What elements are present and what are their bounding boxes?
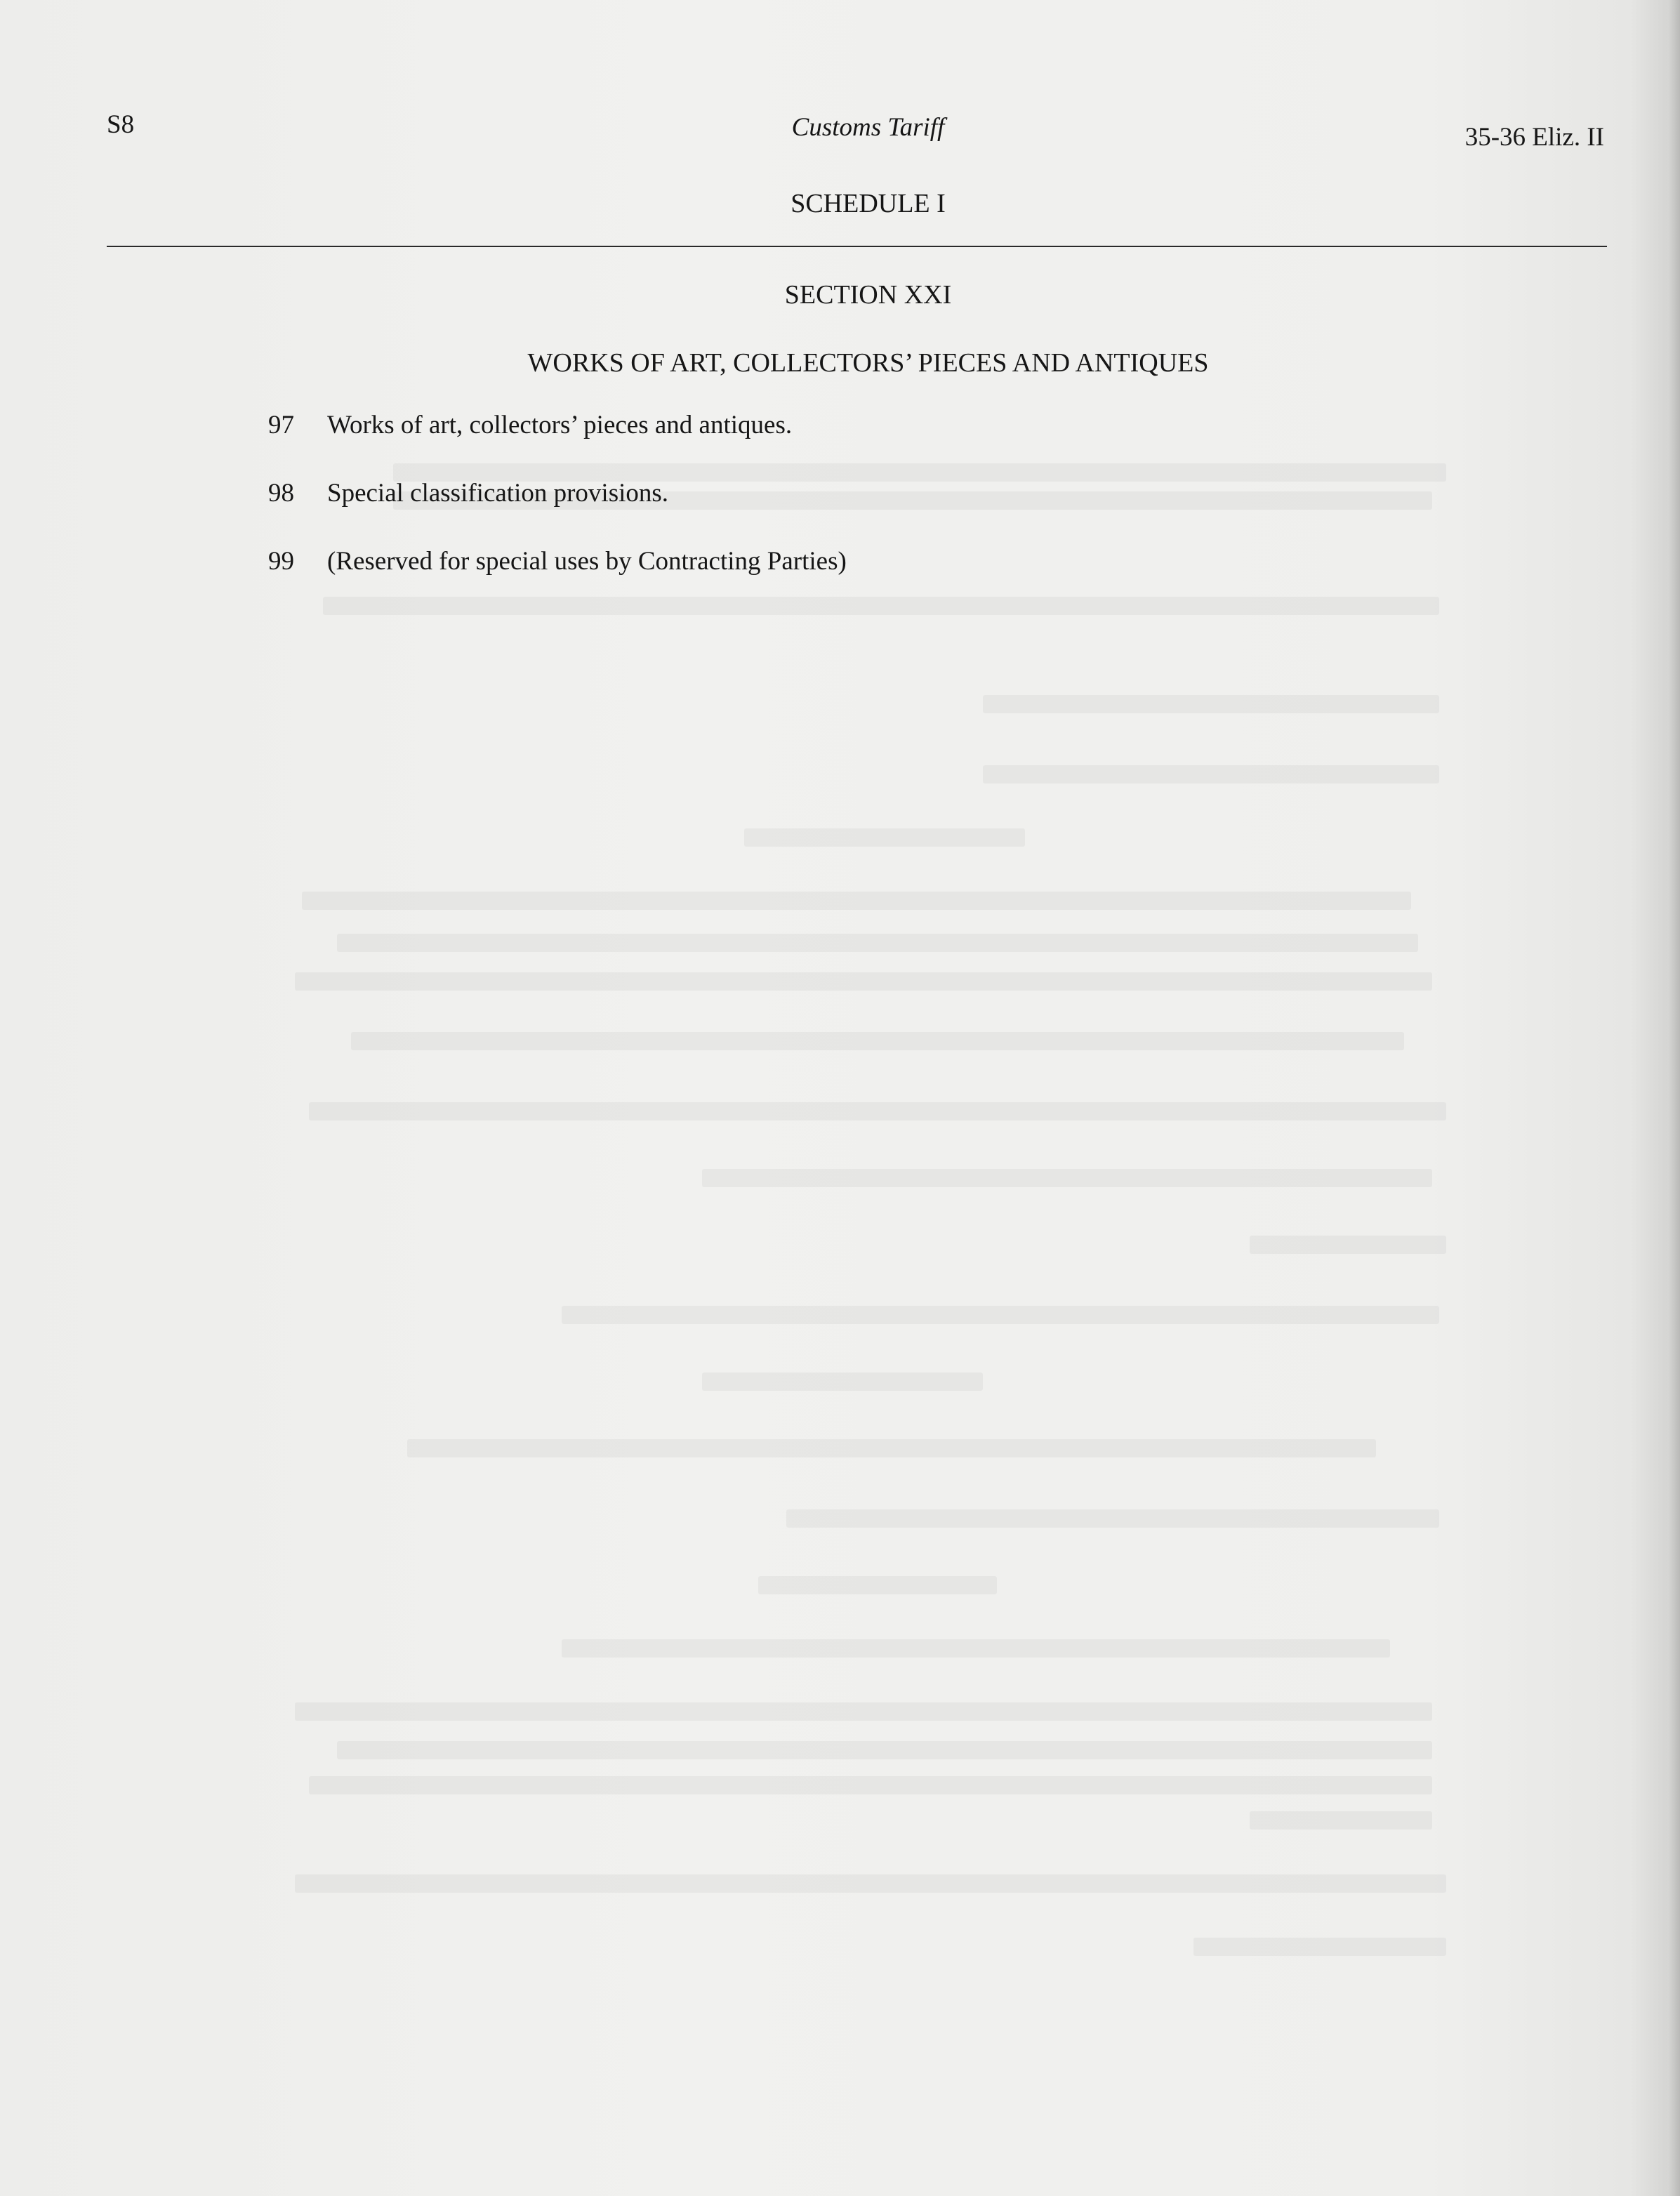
bleed-through-mark: [983, 765, 1439, 783]
chapter-list: [268, 410, 847, 614]
bleed-through-mark: [562, 1306, 1439, 1324]
chapter-number: 97: [268, 411, 294, 439]
chapter-number: 98: [268, 479, 294, 508]
section-title: SECTION XXI: [784, 280, 952, 310]
bleed-through-mark: [758, 1576, 997, 1594]
bleed-through-mark: [337, 934, 1418, 952]
bleed-through-mark: [702, 1169, 1432, 1187]
schedule-title: SCHEDULE I: [791, 189, 946, 218]
bleed-through-mark: [1250, 1811, 1432, 1830]
bleed-through-mark: [309, 1102, 1446, 1120]
bleed-through-mark: [744, 828, 1025, 847]
chapter-text: Works of art, collectors’ pieces and antiques.: [327, 411, 793, 439]
bleed-through-mark: [351, 1032, 1404, 1050]
bleed-through-mark: [562, 1639, 1390, 1658]
bleed-through-mark: [295, 1874, 1446, 1893]
bleed-through-mark: [983, 695, 1439, 713]
statute-reference: 35-36 Eliz. II: [1464, 123, 1604, 152]
page-reference: S8: [107, 110, 135, 139]
header-rule: [107, 246, 1607, 247]
bleed-through-mark: [786, 1509, 1439, 1528]
chapter-text: Special classification provisions.: [327, 479, 669, 508]
bleed-through-mark: [337, 1741, 1432, 1759]
bleed-through-mark: [1193, 1938, 1446, 1956]
bleed-through-mark: [309, 1776, 1432, 1794]
page-binding-edge: [1667, 0, 1680, 2196]
chapter-text: (Reserved for special uses by Contracting Parties): [327, 547, 847, 576]
bleed-through-mark: [295, 1702, 1432, 1721]
running-title: Customs Tariff: [791, 113, 945, 142]
chapter-entry: [268, 546, 847, 614]
bleed-through-mark: [295, 972, 1432, 991]
bleed-through-mark: [302, 892, 1411, 910]
chapter-entry: [268, 410, 847, 478]
bleed-through-mark: [1250, 1236, 1446, 1254]
bleed-through-mark: [702, 1372, 983, 1391]
bleed-through-mark: [407, 1439, 1376, 1457]
chapter-entry: [268, 478, 847, 546]
section-subtitle: WORKS OF ART, COLLECTORS’ PIECES AND ANTIQUES: [527, 348, 1209, 378]
chapter-number: 99: [268, 547, 294, 576]
